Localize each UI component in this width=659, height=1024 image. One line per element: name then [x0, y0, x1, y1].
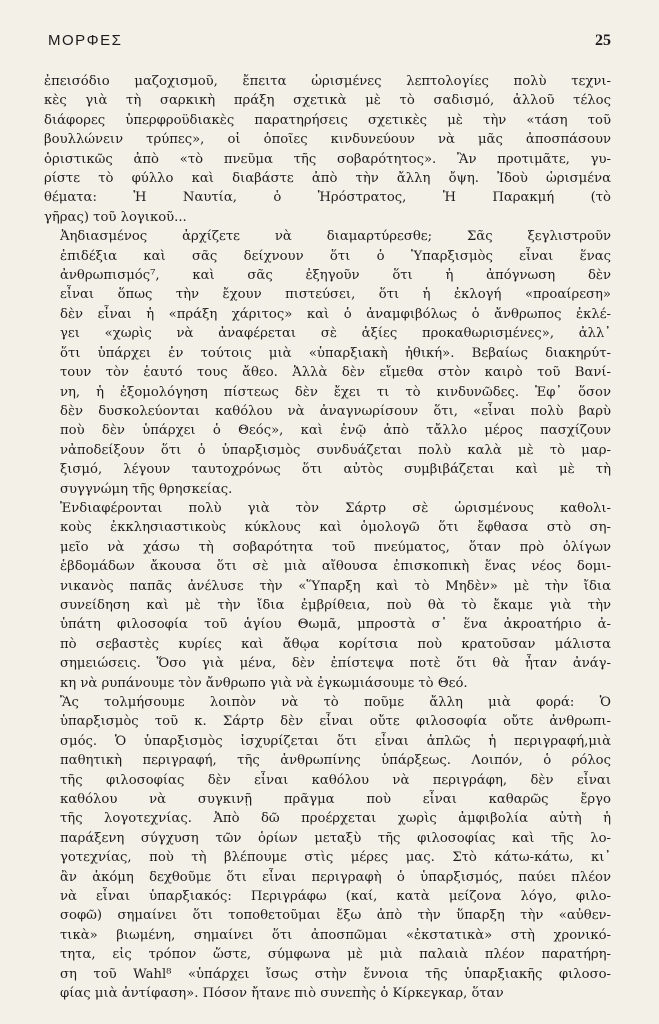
- page-number: 25: [595, 32, 611, 49]
- text-line: Ἂς τολμήσουμε λοιπὸν νὰ τὸ ποῦμε ἄλλη μιὰ φορά: Ὁ: [60, 695, 611, 710]
- text-line: ση τοῦ Wahl⁸ «ὑπάρχει ἴσως στὴν ἔννοια τῆς ὑπαρξιακῆς φιλοσο-: [60, 966, 611, 982]
- text-line: τικὰ» βιωμένη, σημαίνει ὅτι ἀποσπῶμαι «ἐκστατικὰ» στὴ χρονικό-: [60, 927, 611, 943]
- paragraph: [44, 499, 611, 693]
- text-line: παράξενη σύγχυση τῶν ὁρίων μεταξὺ τῆς φιλοσοφίας καὶ τῆς λο-: [60, 830, 611, 846]
- text-line: νη, ἡ ἐξομολόγηση πίστεως δὲν ἔχει τι τὸ κινδυνῶδες. Ἐφ᾽ ὅσον: [60, 384, 611, 400]
- text-line: συνείδηση καὶ μὲ τὴν ἴδια ἐμβρίθεια, ποὺ θὰ τὸ ἔκαμε γιὰ τὴν: [60, 597, 611, 613]
- text-line: τητα, εἰς τρόπον ὥστε, σύμφωνα μὲ μιὰ παλαιὰ πλέον παρατήρη-: [60, 947, 611, 963]
- text-line: σημειώσεις. Ὅσο γιὰ μένα, δὲν ἐπίστεψα ποτὲ ὅτι θὰ ἦταν ἀνάγ-: [60, 656, 611, 672]
- text-line: θέματα: Ἡ Ναυτία, ὁ Ἡρόστρατος, Ἡ Παρακμή (τὸ: [44, 190, 611, 206]
- text-line: ἑβδομάδων ἄκουσα ὅτι σὲ μιὰ αἴθουσα ἐπισκοπικὴ ἕνας νέος δομι-: [60, 559, 611, 575]
- text-line: ἐπιδέξια καὶ σᾶς δείχνουν ὅτι ὁ Ὑπαρξισμὸς εἶναι ἕνας: [60, 248, 611, 264]
- text-line: τῆς φιλοσοφίας δὲν εἶναι καθόλου νὰ περιγράφη, δὲν εἶναι: [60, 772, 611, 788]
- text-line: δὲν εἶναι ἡ «πράξη χάριτος» καὶ ὁ ἀναμφιβόλως ὁ ἄνθρωπος ἐκλέ-: [60, 306, 611, 322]
- text-line: κὲς γιὰ τὴ σαρκικὴ πράξη σχετικὰ μὲ τὸ σαδισμό, ἀλλοῦ τέλος: [44, 93, 611, 109]
- text-line: ὑπαρξισμὸς τοῦ κ. Σάρτρ δὲν εἶναι οὔτε φιλοσοφία οὔτε ἀνθρωπι-: [60, 714, 611, 730]
- paragraph: [44, 227, 611, 499]
- text-line: ὅτι ὑπάρχει ἐν τούτοις μιὰ «ὑπαρξιακὴ ἠθική». Βεβαίως διακηρύτ-: [60, 345, 611, 361]
- text-line: παθητικὴ περιγραφή, τῆς ἀνθρωπίνης ὑπάρξεως. Λοιπόν, ὁ ρόλος: [60, 753, 611, 769]
- text-line: γοτεχνίας, ποὺ τὴ βλέπουμε στὶς μέρες μας. Στὸ κάτω-κάτω, κι᾽: [60, 850, 611, 866]
- text-line: νἀποδείξουν ὅτι ὁ ὑπαρξισμὸς συνδυάζεται πολὺ καλὰ μὲ τὸ μαρ-: [60, 442, 611, 458]
- text-line: ξισμό, λέγουν ταυτοχρόνως ὅτι αὐτὸς συμβιβάζεται καὶ μὲ τὴ: [60, 462, 611, 478]
- text-line: εἶναι ὅπως τὴν ἔχουν πιστεύσει, ὅτι ἡ ἐκλογή «προαίρεση»: [60, 287, 611, 303]
- text-line: ρίστε τὸ φύλλο καὶ διαβάστε ἀπὸ τὴν ἄλλη ὄψη. Ἰδοὺ ὡρισμένα: [44, 171, 611, 187]
- text-line: Ἐνδιαφέρονται πολὺ γιὰ τὸν Σάρτρ σὲ ὡρισμένους καθολι-: [60, 500, 611, 516]
- text-line: νικανὸς παπᾶς ἀνέλυσε τὴν «Ὕπαρξη καὶ τὸ Μηδὲν» μὲ τὴν ἴδια: [60, 578, 611, 594]
- body-text: [44, 72, 611, 1004]
- text-line: φίας μιὰ ἀντίφαση». Πόσον ἤτανε πιὸ συνεπὴς ὁ Κίρκεγκαρ, ὅταν: [60, 986, 504, 1002]
- running-head: ΜΟΡΦΕΣ: [48, 32, 123, 49]
- text-line: ὁριστικῶς ἀπὸ «τὸ πνεῦμα τῆς σοβαρότητος». Ἂν προτιμᾶτε, γυ-: [44, 151, 611, 167]
- text-line: νὰ εἶναι ὑπαρξιακός: Περιγράφω (καί, κατὰ μείζονα λόγο, φιλο-: [60, 889, 611, 905]
- text-line: πὸ σεβαστὲς κυρίες καὶ ἄθῳα κορίτσια ποὺ κρατοῦσαν μάλιστα: [60, 636, 611, 652]
- text-line: τουν τὸν ἑαυτό τους ἄθεο. Ἀλλὰ δὲν εἴμεθα στὸν καιρὸ τοῦ Βανί-: [60, 365, 611, 381]
- text-line: γει «χωρὶς νὰ ἀναφέρεται σὲ ἀξίες προκαθωρισμένες», ἀλλ᾽: [60, 326, 611, 342]
- text-line: μεῖο νὰ χάσω τὴ σοβαρότητα τοῦ πνεύματος, ὅταν πρὸ ὀλίγων: [60, 539, 611, 555]
- text-line: δὲν δυσκολεύονται καθόλου νὰ ἀναγνωρίσουν ὅτι, «εἶναι πολὺ βαρὺ: [60, 403, 611, 419]
- text-line: τῆς λογοτεχνίας. Ἀπὸ δῶ προέρχεται χωρὶς ἀμφιβολία αὐτὴ ἡ: [60, 811, 611, 827]
- text-line: γῆρας) τοῦ λογικοῦ...: [44, 209, 187, 225]
- paragraph: [44, 72, 611, 227]
- text-line: καθόλου νὰ συγκινῇ πρᾶγμα ποὺ εἶναι καθαρῶς ἔργο: [60, 792, 611, 808]
- text-line: κοὺς ἐκκλησιαστικοὺς κύκλους καὶ ὁμολογῶ ὅτι ἔφθασα στὸ ση-: [60, 520, 611, 536]
- page-header: [44, 32, 611, 72]
- text-line: ποὺ δὲν ὑπάρχει ὁ Θεός», καὶ ἐνῷ ἀπὸ τἄλλο μέρος πασχίζουν: [60, 423, 611, 439]
- text-line: κη νὰ ρυπάνουμε τὸν ἄνθρωπο γιὰ νὰ ἐγκωμιάσουμε τὸ Θεό.: [60, 675, 468, 691]
- text-line: σμός. Ὁ ὑπαρξισμὸς ἰσχυρίζεται ὅτι εἶναι ἁπλῶς ἡ περιγραφή,μιὰ: [60, 733, 611, 749]
- text-line: ἐπεισόδιο μαζοχισμοῦ, ἔπειτα ὡρισμένες λεπτολογίες πολὺ τεχνι-: [44, 74, 611, 89]
- text-line: συγγνώμη τῆς θρησκείας.: [60, 481, 233, 497]
- text-line: σοφῶ) σημαίνει ὅτι τοποθετοῦμαι ἔξω ἀπὸ τὴν ὕπαρξη τὴν «αὐθεν-: [60, 908, 611, 924]
- paragraph: [44, 693, 611, 1004]
- text-line: Ἀηδιασμένος ἀρχίζετε νὰ διαμαρτύρεσθε; Σᾶς ξεγλιστροῦν: [60, 229, 611, 245]
- text-line: ὑπάτη φιλοσοφία τοῦ ἁγίου Θωμᾶ, μπροστὰ σ᾽ ἕνα ἀκροατήριο ἀ-: [60, 617, 611, 633]
- text-line: ἂν ἀκόμη δεχθοῦμε ὅτι εἶναι περιγραφὴ ὁ ὑπαρξισμός, παύει πλέον: [60, 869, 611, 885]
- text-line: ἀνθρωπισμός⁷, καὶ σᾶς ἐξηγοῦν ὅτι ἡ ἀπόγνωση δὲν: [60, 268, 611, 284]
- text-line: βουλλώνειν τρύπες», οἱ ὁποῖες κινδυνεύουν νὰ μᾶς ἀποσπάσουν: [44, 132, 611, 148]
- text-line: διάφορες ὑπερφροϋδιακὲς παρατηρήσεις σχετικὲς μὲ τὴν «τάση τοῦ: [44, 112, 611, 128]
